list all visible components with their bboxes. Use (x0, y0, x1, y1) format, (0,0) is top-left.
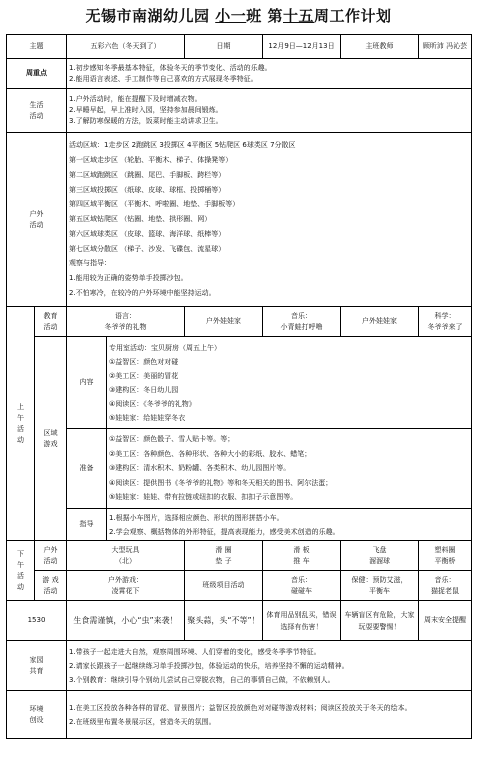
outdoor-line: 第六区域球类区 （皮球、篮球、海洋球、纸棒等） (69, 229, 226, 238)
theme-label: 主题 (7, 35, 67, 59)
outdoor-line: 2.不怕寒冷，在较冷的户外环境中能坚持运动。 (69, 289, 216, 298)
afternoon-game-line: 音乐： (434, 575, 456, 584)
morning-label-char: 动 (17, 435, 24, 444)
prep-line: ⑤娃娃家：娃娃、带有拉链或纽扣的衣服、扣扣子示意图等。 (109, 493, 298, 502)
content-line: ⑤娃娃家：给娃娃穿冬衣 (109, 413, 186, 422)
guide-line: 2.学会观察、概括物体的外形特征，提高表现能力，感受美术创造的乐趣。 (109, 527, 340, 536)
teacher-label: 主班教师 (341, 35, 419, 59)
week-suffix: 周工作计划 (314, 7, 392, 25)
afternoon-game-cell (419, 571, 472, 601)
environment-item: 2.在班级里布置冬景展示区，营造冬天的氛围。 (69, 717, 216, 726)
school-name: 无锡市南湖幼儿园 (85, 7, 210, 25)
outdoor-line: 观察与指导： (69, 259, 111, 268)
environment-row (7, 691, 472, 739)
afternoon-game-line: 碰碰车 (291, 586, 312, 595)
afternoon-outdoor-line: 滑 板 (293, 545, 310, 554)
family-item: 1.带孩子一起走进大自然，观察周围环境、人们穿着的变化，感受冬季季节特征。 (69, 647, 321, 656)
theme-value: 五彩六色（冬天到了） (67, 35, 185, 59)
prep-line: ④阅读区：提供图书《冬爷爷的礼物》等和冬天相关的图书、阿尔法蛋； (109, 478, 333, 487)
weekly-plan-table (6, 34, 472, 739)
prep-label: 准备 (67, 429, 107, 509)
life-item: 1.户外活动时，能在提醒下及时增减衣物。 (69, 95, 202, 103)
environment-label-line: 环境 (29, 704, 44, 713)
area-prep-row (7, 429, 472, 509)
area-label (35, 337, 67, 541)
environment-item: 1.在美工区投放各种各样的冒花、冒景图片；益智区投放颜色对对碰等游戏材料；阅读区投放关于冬天的绘本。 (69, 703, 412, 712)
safety-item: 周末安全提醒 (419, 601, 472, 641)
teacher-value: 顾昕沛 冯沁芸 (419, 35, 472, 59)
life-label-line: 生活 (29, 100, 44, 109)
afternoon-game-line: 班级项目活动 (202, 581, 245, 589)
week-prefix: 第 (267, 7, 283, 25)
afternoon-game-label-line: 活动 (43, 586, 58, 595)
area-label-line: 区域 (43, 428, 58, 437)
afternoon-outdoor-cell (185, 541, 263, 571)
afternoon-outdoor-line: 垫 子 (215, 556, 232, 565)
afternoon-outdoor-line: 塑料圈 (434, 545, 456, 554)
afternoon-game-cell (341, 571, 419, 601)
content-line: ①益智区：颜色对对碰 (109, 357, 179, 366)
afternoon-game-cell (67, 571, 185, 601)
afternoon-outdoor-row (7, 541, 472, 571)
safety-row (7, 601, 472, 641)
date-label: 日期 (185, 35, 263, 59)
family-label-line: 家园 (29, 655, 44, 664)
family-row (7, 641, 472, 691)
family-item: 2.请家长跟孩子一起继续练习单手投掷沙包，体验运动的快乐，培养坚持不懈的运动精神。 (69, 661, 349, 670)
afternoon-game-row (7, 571, 472, 601)
safety-item: 车辆盲区有危险，大家玩耍要警惕！ (341, 601, 419, 641)
afternoon-label (7, 541, 35, 601)
afternoon-outdoor-cell (263, 541, 341, 571)
morning-label (7, 307, 35, 541)
class-name: 小一 (215, 7, 247, 25)
afternoon-outdoor-line: （北） (115, 556, 136, 565)
class-suffix: 班 (246, 7, 262, 25)
edu-name: 冬爷爷的礼物 (104, 322, 147, 331)
outdoor-line: 第一区域走步区 （轮胎、平衡木、梯子、体操凳等） (69, 155, 233, 164)
weekly-focus-row (7, 59, 472, 89)
afternoon-label-char: 午 (17, 560, 24, 569)
afternoon-game-line: 音乐： (291, 575, 312, 584)
content-label: 内容 (67, 337, 107, 429)
afternoon-outdoor-cell (341, 541, 419, 571)
afternoon-game-cell (263, 571, 341, 601)
date-value: 12月9日—12月13日 (263, 35, 341, 59)
afternoon-label-char: 下 (17, 549, 24, 558)
afternoon-game-line: 平衡车 (369, 586, 390, 595)
afternoon-game-cell (185, 571, 263, 601)
edu-label-line: 教育 (43, 311, 58, 320)
outdoor-line: 1.能用较为正确的姿势单手投掷沙包。 (69, 274, 188, 283)
family-item: 3.个别教育：继续引导个别幼儿尝试自己穿脱衣物，自己的事情自己做，不依赖别人。 (69, 675, 335, 684)
guide-label: 指导 (67, 509, 107, 541)
afternoon-game-line: 猫捉老鼠 (431, 586, 459, 595)
environment-content (67, 691, 472, 739)
edu-activity (341, 307, 419, 337)
afternoon-game-line: 保健：预防艾滋， (351, 575, 408, 584)
outdoor-line: 第七区域分散区 （梯子、沙发、飞碟包、流星球） (69, 244, 226, 253)
guide-cell (107, 509, 472, 541)
afternoon-outdoor-line: 大型玩具 (111, 545, 140, 554)
safety-label: 1530 (7, 601, 67, 641)
life-item: 3.了解防寒保暖的方法，饭菜时能主动讲求卫生。 (69, 117, 223, 125)
edu-label (35, 307, 67, 337)
life-row (7, 89, 472, 133)
safety-item: 聚头蒜，头“不等”！ (185, 601, 263, 641)
afternoon-game-line: 户外游戏： (108, 575, 143, 584)
edu-name: 户外娃娃家 (206, 317, 241, 325)
weekly-focus-item: 2.能用语言表述、手工制作等自己喜欢的方式展现冬季特征。 (69, 74, 258, 83)
environment-label-line: 创设 (29, 715, 44, 724)
outdoor-label (7, 133, 67, 307)
area-label-line: 游戏 (43, 439, 58, 448)
prep-line: ①益智区：颜色骰子、雪人贴卡等。等； (109, 435, 235, 444)
life-label-line: 活动 (29, 111, 44, 120)
afternoon-outdoor-line: 飞盘 (372, 545, 387, 554)
afternoon-outdoor-line: 溜溜球 (369, 556, 390, 565)
afternoon-outdoor-line: 滑 圈 (215, 545, 232, 554)
life-content (67, 89, 472, 133)
morning-edu-row (7, 307, 472, 337)
edu-subject: 语言： (115, 311, 136, 320)
outdoor-line: 活动区域：1走步区 2跑跳区 3投掷区 4平衡区 5钻爬区 6球类区 7分散区 (69, 141, 296, 150)
outdoor-label-line: 活动 (29, 220, 44, 229)
afternoon-game-label (35, 571, 67, 601)
afternoon-outdoor-label-line: 活动 (43, 556, 58, 565)
family-label (7, 641, 67, 691)
area-content-row (7, 337, 472, 429)
edu-label-line: 活动 (43, 322, 58, 331)
weekly-focus-content (67, 59, 472, 89)
life-item: 2.早睡早起，早上准时入园，坚持参加晨间锻炼。 (69, 106, 223, 114)
area-guide-row (7, 509, 472, 541)
outdoor-label-line: 户外 (29, 209, 44, 218)
edu-name: 户外娃娃家 (362, 317, 397, 325)
environment-label (7, 691, 67, 739)
outdoor-line: 第四区域平衡区 （平衡木、呼啦圈、地垫、手脚板等） (69, 200, 240, 209)
life-label (7, 89, 67, 133)
content-line: ③建构区：冬日幼儿园 (109, 385, 179, 394)
edu-activity (185, 307, 263, 337)
edu-name: 小青蛙打呼噜 (280, 322, 323, 331)
edu-activity (263, 307, 341, 337)
content-line: ②美工区：美丽的冒花 (109, 371, 179, 380)
safety-item: 生食需谨慎，小心“虫”来袭！ (67, 601, 185, 641)
afternoon-outdoor-cell (67, 541, 185, 571)
morning-label-char: 活 (17, 424, 24, 433)
weekly-focus-item: 1.初步感知冬季最基本特征，体验冬天的季节变化、活动的乐趣。 (69, 63, 272, 72)
family-content (67, 641, 472, 691)
content-line: ④阅读区：《冬爷爷的礼物》 (109, 399, 196, 408)
afternoon-outdoor-cell (419, 541, 472, 571)
afternoon-game-label-line: 游 戏 (42, 575, 59, 584)
outdoor-line: 第五区域钻爬区 （钻圈、地垫、拱形圈、网） (69, 215, 212, 224)
afternoon-outdoor-line: 推 车 (293, 556, 310, 565)
content-cell (107, 337, 472, 429)
afternoon-game-line: 凌霄花下 (111, 586, 140, 595)
outdoor-row (7, 133, 472, 307)
edu-name: 冬爷爷来了 (427, 322, 463, 331)
morning-label-char: 上 (17, 402, 24, 411)
edu-subject: 音乐： (291, 311, 312, 320)
prep-line: ②美工区：各种颜色、各种形状、各种大小的彩纸、胶水、蜡笔； (109, 449, 312, 458)
guide-line: 1.根据小车图片，选择相应颜色、形状的图形拼搭小车。 (109, 513, 284, 522)
info-row (7, 35, 472, 59)
afternoon-outdoor-line: 平衡桥 (434, 556, 456, 565)
edu-activity (419, 307, 472, 337)
afternoon-label-char: 活 (17, 571, 24, 580)
morning-label-char: 午 (17, 413, 24, 422)
outdoor-line: 第二区域跑跳区 （跳圈、尾巴、手脚板、跨栏等） (69, 170, 226, 179)
afternoon-outdoor-label (35, 541, 67, 571)
week-number: 十五 (283, 7, 315, 25)
outdoor-line: 第三区域投掷区 （纸球、皮球、球框、投掷桶等） (69, 185, 226, 194)
outdoor-content (67, 133, 472, 307)
prep-cell (107, 429, 472, 509)
family-label-line: 共育 (29, 666, 44, 675)
afternoon-outdoor-label-line: 户外 (43, 545, 58, 554)
content-line: 专用室活动：宝贝厨房（周五上午） (109, 343, 221, 352)
weekly-focus-label: 周重点 (7, 59, 67, 89)
edu-subject: 科学： (434, 311, 456, 320)
prep-line: ③建构区：清水积木、奶粉罐、各类积木、幼儿园图片等。 (109, 464, 291, 473)
safety-item: 体育用品别乱买，错误选择有伤害！ (263, 601, 341, 641)
edu-activity (67, 307, 185, 337)
page-title (0, 0, 477, 32)
afternoon-label-char: 动 (17, 582, 24, 591)
